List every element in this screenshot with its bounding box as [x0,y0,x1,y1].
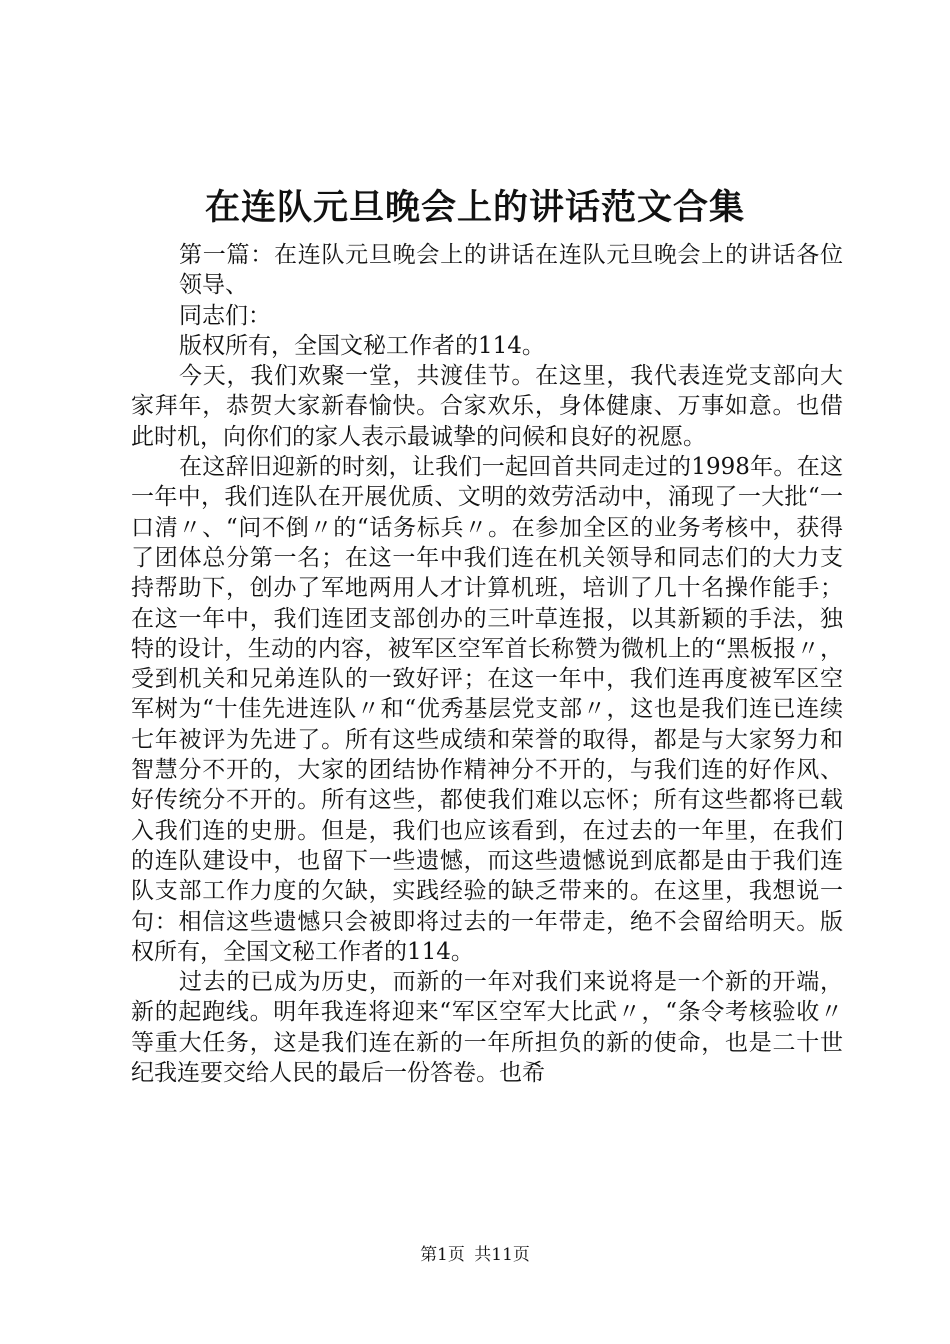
page-number: 第1页 [420,1245,465,1265]
document-body [131,240,843,1088]
paragraph-future: 过去的已成为历史，而新的一年对我们来说将是一个新的开端，新的起跑线。明年我连将迎来“军区空军大比武〃，“条令考核验收〃等重大任务，这是我们连在新的一年所担负的新的使命，也是二十世纪我连要交给人民的最后一份答卷。也希 [131,969,843,1087]
paragraph-review: 在这辞旧迎新的时刻，让我们一起回首共同走过的1998年。在这一年中，我们连队在开展优质、文明的效劳活动中，涌现了一大批“一口清〃、“问不倒〃的“话务标兵〃。在参加全区的业务考核中，获得了团体总分第一名；在这一年中我们连在机关领导和同志们的大力支持帮助下，创办了军地两用人才计算机班，培训了几十名操作能手；在这一年中，我们连团支部创办的三叶草连报，以其新颖的手法，独特的设计，生动的内容，被军区空军首长称赞为微机上的“黑板报〃，受到机关和兄弟连队的一致好评；在这一年中，我们连再度被军区空军树为“十佳先进连队〃和“优秀基层党支部〃，这也是我们连已连续七年被评为先进了。所有这些成绩和荣誉的取得，都是与大家努力和智慧分不开的，大家的团结协作精神分不开的，与我们连的好作风、好传统分不开的。所有这些，都使我们难以忘怀；所有这些都将已载入我们连的史册。但是，我们也应该看到，在过去的一年里，在我们的连队建设中，也留下一些遗憾，而这些遗憾说到底都是由于我们连队支部工作力度的欠缺，实践经验的缺乏带来的。在这里，我想说一句：相信这些遗憾只会被即将过去的一年带走，绝不会留给明天。版权所有，全国文秘工作者的114。 [131,454,843,965]
lead-line-chapter: 第一篇：在连队元旦晚会上的讲话在连队元旦晚会上的讲话各位领导、 [179,242,843,299]
paragraph-greeting: 今天，我们欢聚一堂，共渡佳节。在这里，我代表连党支部向大家拜年，恭贺大家新春愉快。合家欢乐，身体健康、万事如意。也借此时机，向你们的家人表示最诚挚的问候和良好的祝愿。 [131,363,843,450]
document-title: 在连队元旦晚会上的讲话范文合集 [204,187,745,228]
page-total: 共11页 [474,1245,530,1265]
lead-line-greeting: 同志们： [179,302,271,329]
page-footer [0,1244,950,1266]
lead-line-copyright: 版权所有，全国文秘工作者的114。 [179,332,545,359]
